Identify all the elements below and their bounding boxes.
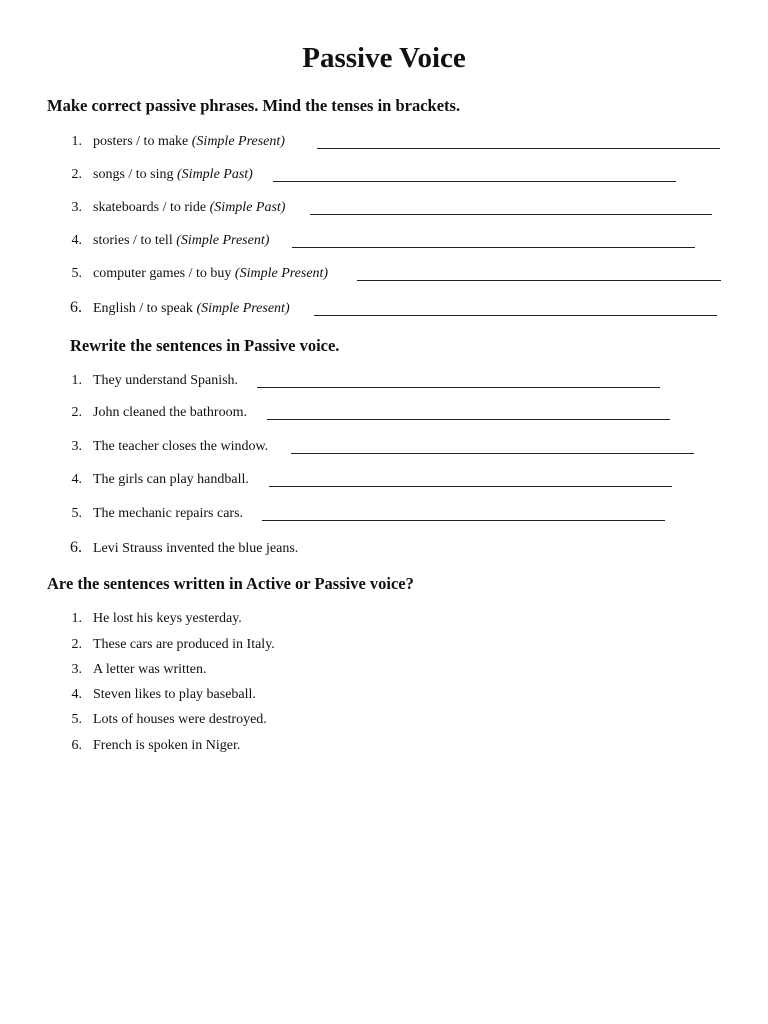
item-number: 3. bbox=[71, 662, 82, 677]
item-number: 4. bbox=[71, 472, 82, 487]
list-item bbox=[0, 637, 768, 657]
list-item bbox=[0, 405, 768, 425]
tense-hint: (Simple Present) bbox=[191, 134, 285, 149]
list-item bbox=[0, 738, 768, 758]
list-item bbox=[0, 233, 768, 253]
item-text: They understand Spanish. bbox=[93, 373, 239, 388]
answer-line[interactable] bbox=[292, 247, 695, 248]
item-number: 1. bbox=[71, 373, 82, 388]
tense-hint: (Simple Present) bbox=[234, 266, 329, 281]
tense-hint: (Simple Past) bbox=[177, 167, 253, 182]
answer-line[interactable] bbox=[310, 214, 712, 215]
answer-line[interactable] bbox=[257, 387, 660, 388]
item-number: 1. bbox=[71, 611, 82, 626]
list-item bbox=[0, 301, 768, 321]
list-item bbox=[0, 712, 768, 732]
list-item bbox=[0, 611, 768, 631]
item-text: stories / to tell (Simple Present) bbox=[93, 233, 270, 248]
tense-hint: (Simple Present) bbox=[176, 233, 270, 248]
section1-heading: Make correct passive phrases. Mind the tenses in brackets. bbox=[47, 96, 461, 115]
item-text: skateboards / to ride (Simple Past) bbox=[93, 200, 286, 215]
answer-line[interactable] bbox=[357, 280, 721, 281]
item-number: 3. bbox=[71, 439, 82, 454]
list-item bbox=[0, 200, 768, 220]
section2-heading: Rewrite the sentences in Passive voice. bbox=[70, 336, 340, 355]
item-text: Lots of houses were destroyed. bbox=[93, 712, 267, 727]
item-text: Levi Strauss invented the blue jeans. bbox=[93, 541, 299, 556]
item-number: 3. bbox=[71, 200, 82, 215]
item-number: 4. bbox=[71, 233, 82, 248]
item-text: French is spoken in Niger. bbox=[93, 738, 241, 753]
list-item bbox=[0, 472, 768, 492]
item-number: 2. bbox=[71, 637, 82, 652]
list-item bbox=[0, 266, 768, 286]
item-text: The teacher closes the window. bbox=[93, 439, 269, 454]
item-number: 4. bbox=[71, 687, 82, 702]
item-number: 6. bbox=[70, 299, 82, 316]
item-text: English / to speak (Simple Present) bbox=[93, 301, 290, 316]
list-item bbox=[0, 373, 768, 393]
list-item bbox=[0, 687, 768, 707]
item-number: 6. bbox=[71, 738, 82, 753]
section3-heading: Are the sentences written in Active or Passive voice? bbox=[47, 574, 414, 593]
item-number: 2. bbox=[71, 167, 82, 182]
answer-line[interactable] bbox=[267, 419, 670, 420]
answer-line[interactable] bbox=[262, 520, 665, 521]
item-text: John cleaned the bathroom. bbox=[93, 405, 247, 420]
item-number: 1. bbox=[71, 134, 82, 149]
item-text: posters / to make (Simple Present) bbox=[93, 134, 285, 149]
worksheet-title: Passive Voice bbox=[302, 42, 466, 74]
list-item bbox=[0, 134, 768, 154]
item-number: 5. bbox=[71, 712, 82, 727]
item-number: 2. bbox=[71, 405, 82, 420]
list-item bbox=[0, 541, 768, 561]
list-item bbox=[0, 167, 768, 187]
item-text: He lost his keys yesterday. bbox=[93, 611, 242, 626]
item-text: A letter was written. bbox=[93, 662, 207, 677]
item-text: Steven likes to play baseball. bbox=[93, 687, 256, 702]
item-number: 5. bbox=[71, 506, 82, 521]
answer-line[interactable] bbox=[314, 315, 717, 316]
answer-line[interactable] bbox=[269, 486, 672, 487]
list-item bbox=[0, 506, 768, 526]
item-text: The mechanic repairs cars. bbox=[93, 506, 244, 521]
list-item bbox=[0, 662, 768, 682]
tense-hint: (Simple Present) bbox=[196, 301, 290, 316]
tense-hint: (Simple Past) bbox=[209, 200, 286, 215]
answer-line[interactable] bbox=[317, 148, 720, 149]
answer-line[interactable] bbox=[291, 453, 694, 454]
list-item bbox=[0, 439, 768, 459]
item-number: 6. bbox=[70, 539, 82, 556]
item-number: 5. bbox=[71, 266, 82, 281]
item-text: These cars are produced in Italy. bbox=[93, 637, 275, 652]
item-text: The girls can play handball. bbox=[93, 472, 249, 487]
item-text: computer games / to buy (Simple Present) bbox=[93, 266, 329, 281]
answer-line[interactable] bbox=[273, 181, 676, 182]
item-text: songs / to sing (Simple Past) bbox=[93, 167, 253, 182]
